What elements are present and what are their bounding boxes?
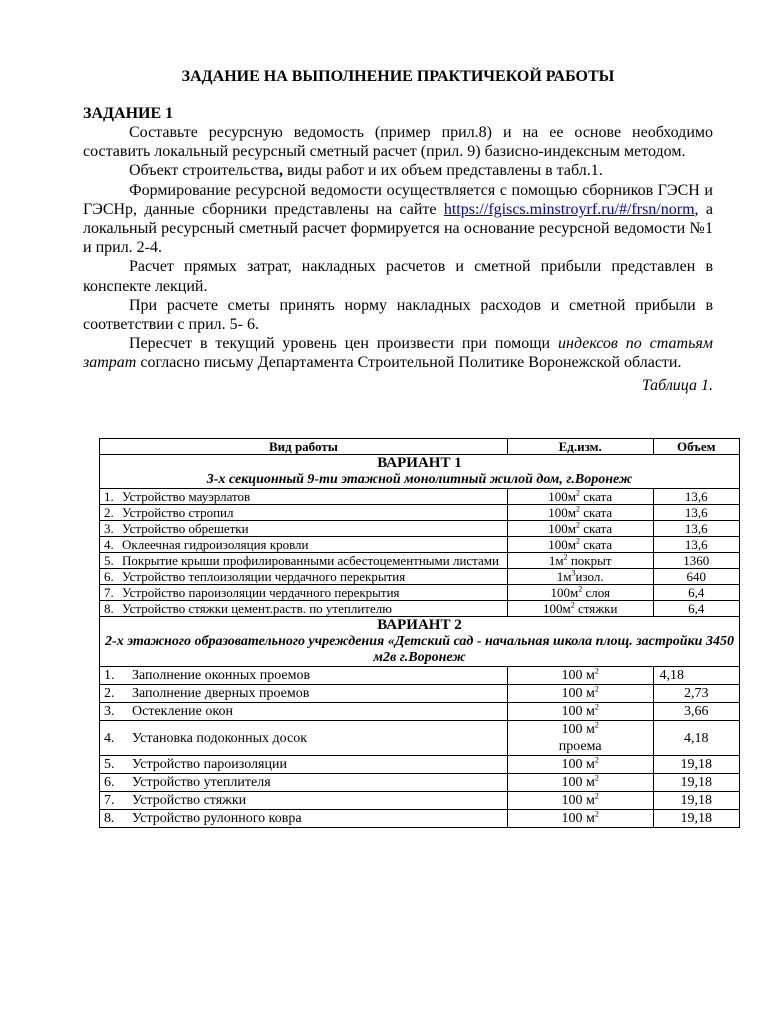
volume-cell: 1360 — [653, 553, 739, 569]
volume-cell: 19,18 — [653, 810, 739, 828]
unit-exponent: 2 — [594, 666, 599, 676]
work-name: Оклеечная гидроизоляция кровли — [122, 537, 309, 552]
unit-cell — [507, 685, 653, 703]
unit-base: 100 м — [561, 722, 595, 737]
document-title: ЗАДАНИЕ НА ВЫПОЛНЕНИЕ ПРАКТИЧЕКОЙ РАБОТЫ — [181, 68, 615, 85]
paragraph-6-italic: индексов по статьям затрат — [83, 335, 713, 372]
unit-suffix: покрыт — [567, 553, 612, 568]
row-number: 1. — [104, 489, 114, 504]
unit-base: 100 м — [561, 811, 595, 826]
paragraph-4: Расчет прямых затрат, накладных расчетов и сметной прибыли представлен в конспекте лекций. — [83, 258, 713, 295]
unit-suffix: проема — [558, 739, 602, 754]
unit-suffix: стяжки — [574, 601, 618, 616]
variant-2-heading — [100, 617, 740, 667]
table-row — [100, 810, 740, 828]
unit-exponent: 2 — [570, 600, 575, 610]
paragraph-6-text-b: согласно письму Департамента Строительной Политике Воронежской области. — [136, 354, 682, 372]
unit-exponent: 2 — [575, 488, 580, 498]
unit-base: 100 м — [561, 775, 595, 790]
header-volume: Объем — [653, 439, 739, 455]
unit-base: 100м — [548, 537, 576, 552]
work-name: Устройство пароизоляции чердачного перекрытия — [122, 585, 400, 600]
paragraph-2-bold-comma: , — [279, 162, 283, 180]
work-name: Устройство пароизоляции — [132, 757, 287, 772]
volume-cell: 2,73 — [653, 685, 739, 703]
unit-base: 100м — [542, 601, 571, 616]
work-name: Устройство мауэрлатов — [122, 489, 251, 504]
row-number: 8. — [104, 811, 115, 826]
volume-cell: 6,4 — [653, 585, 739, 601]
work-name: Установка подоконных досок — [132, 730, 308, 746]
unit-cell — [507, 553, 653, 569]
table-row — [100, 553, 740, 569]
work-name: Устройство обрешетки — [122, 521, 249, 536]
table-row — [100, 667, 740, 685]
work-name: Устройство теплоизоляции чердачного перекрытия — [122, 569, 406, 584]
variant-1-subtitle: 3-х секционный 9-ти этажной монолитный жилой дом, г.Воронеж — [206, 472, 633, 487]
row-number: 5. — [104, 553, 114, 568]
work-cell — [100, 810, 508, 828]
volume-cell: 13,6 — [653, 537, 739, 553]
work-name: Остекление окон — [132, 704, 233, 719]
unit-suffix: ската — [579, 521, 613, 536]
variant-2-subtitle: 2-х этажного образовательного учреждения «Детский сад - начальная школа площ. застройки 3450 м2в г.Воронеж — [105, 634, 734, 665]
work-name: Устройство рулонного ковра — [132, 811, 302, 826]
volume-cell: 13,6 — [653, 505, 739, 521]
header-work: Вид работы — [100, 439, 508, 455]
unit-exponent: 2 — [578, 584, 583, 594]
table-row — [100, 585, 740, 601]
unit-cell — [507, 505, 653, 521]
variant-2-title: ВАРИАНТ 2 — [377, 617, 462, 633]
unit-exponent: 2 — [563, 552, 568, 562]
row-number: 2. — [104, 686, 115, 701]
unit-base: 1м — [548, 553, 564, 568]
task-heading: ЗАДАНИЕ 1 — [83, 105, 174, 122]
unit-exponent: 2 — [594, 773, 599, 783]
unit-exponent: 2 — [594, 684, 599, 694]
row-number: 4. — [104, 730, 115, 746]
work-name: Покрытие крыши профилированными асбестоцементными листами — [122, 553, 499, 568]
unit-cell — [507, 585, 653, 601]
table-row — [100, 569, 740, 585]
work-name: Устройство стяжки цемент.раств. по утеплителю — [122, 601, 392, 616]
unit-cell — [507, 774, 653, 792]
unit-cell — [507, 756, 653, 774]
work-cell — [100, 569, 508, 585]
table-header-row — [100, 439, 740, 455]
table-caption: Таблица 1. — [641, 376, 713, 394]
work-name: Устройство стропил — [122, 505, 234, 520]
volume-cell: 640 — [653, 569, 739, 585]
unit-base: 100м — [548, 521, 576, 536]
unit-cell — [507, 810, 653, 828]
table-row — [100, 505, 740, 521]
table-row — [100, 521, 740, 537]
work-cell — [100, 667, 508, 685]
work-cell — [100, 489, 508, 505]
table-row — [100, 721, 740, 756]
frsn-norm-link[interactable]: https://fgiscs.minstroyrf.ru/#/frsn/norm — [443, 200, 695, 218]
volume-cell: 4,18 — [653, 721, 739, 756]
table-row — [100, 756, 740, 774]
unit-cell — [507, 521, 653, 537]
paragraph-3 — [83, 181, 713, 258]
unit-cell — [507, 537, 653, 553]
unit-cell — [507, 792, 653, 810]
header-unit: Ед.изм. — [507, 439, 653, 455]
table-row — [100, 792, 740, 810]
variant-1-heading-row — [100, 455, 740, 489]
row-number: 3. — [104, 704, 115, 719]
row-number: 2. — [104, 505, 114, 520]
unit-base: 100 м — [561, 757, 595, 772]
row-number: 7. — [104, 793, 115, 808]
work-name: Заполнение оконных проемов — [132, 668, 311, 683]
volume-cell: 13,6 — [653, 521, 739, 537]
unit-base: 100м — [548, 489, 576, 504]
volume-cell: 6,4 — [653, 601, 739, 617]
paragraph-1: Составьте ресурсную ведомость (пример прил.8) и на ее основе необходимо составить локальный ресурсный сметный расчет (прил. 9) базисно-индексным методом. — [83, 124, 713, 161]
unit-cell — [507, 667, 653, 685]
table-row — [100, 489, 740, 505]
unit-suffix: ската — [579, 505, 613, 520]
unit-base: 100 м — [561, 704, 595, 719]
unit-exponent: 2 — [594, 702, 599, 712]
unit-base: 100м — [550, 585, 579, 600]
work-cell — [100, 537, 508, 553]
work-cell — [100, 792, 508, 810]
unit-base: 100 м — [561, 686, 595, 701]
row-number: 6. — [104, 775, 115, 790]
work-name: Устройство утеплителя — [132, 775, 271, 790]
paragraph-3-text-a: Формирование ресурсной ведомости осуществляется с помощью сборников ГЭСН и ГЭСНр, данные сборники представлены на сайте — [83, 181, 713, 218]
unit-suffix: ската — [579, 489, 613, 504]
unit-cell — [507, 489, 653, 505]
paragraph-6-text-a: Пересчет в текущий уровень цен произвести при помощи — [129, 335, 559, 353]
volume-cell: 19,18 — [653, 792, 739, 810]
paragraph-3-text-b: , а локальный ресурсный сметный расчет формируется на основание ресурсной ведомости №1 и прил. 2-4. — [83, 200, 713, 257]
row-number: 7. — [104, 585, 114, 600]
table-row — [100, 703, 740, 721]
volume-cell: 19,18 — [653, 774, 739, 792]
row-number: 5. — [104, 757, 115, 772]
work-cell — [100, 505, 508, 521]
row-number: 3. — [104, 521, 114, 536]
work-cell — [100, 553, 508, 569]
paragraph-6 — [83, 334, 713, 372]
row-number: 6. — [104, 569, 114, 584]
table-row — [100, 774, 740, 792]
paragraph-2-text-a: Объект строительства — [129, 162, 279, 180]
paragraph-2-text-b: виды работ и их объем представлены в табл.1. — [283, 162, 603, 180]
work-cell — [100, 601, 508, 617]
variant-2-body — [100, 617, 740, 828]
unit-base: 100м — [548, 505, 576, 520]
paragraph-5: При расчете сметы принять норму накладных расходов и сметной прибыли в соответствии с прил. 5- 6. — [83, 296, 713, 334]
work-cell — [100, 521, 508, 537]
row-number: 1. — [104, 668, 115, 683]
row-number: 4. — [104, 537, 114, 552]
unit-exponent: 2 — [594, 720, 599, 730]
volume-cell: 13,6 — [653, 489, 739, 505]
work-cell — [100, 756, 508, 774]
unit-exponent: 2 — [594, 809, 599, 819]
unit-base: 100 м — [561, 793, 595, 808]
table-row — [100, 685, 740, 703]
work-cell — [100, 685, 508, 703]
variant-2-heading-row — [100, 617, 740, 667]
unit-cell — [507, 703, 653, 721]
unit-exponent: 2 — [575, 504, 580, 514]
unit-base: 100 м — [561, 668, 595, 683]
work-cell — [100, 721, 508, 756]
unit-exponent: 2 — [575, 536, 580, 546]
unit-exponent: 2 — [594, 755, 599, 765]
variant-1-heading — [100, 455, 740, 489]
variant-1-title: ВАРИАНТ 1 — [377, 455, 462, 471]
unit-cell — [507, 601, 653, 617]
work-name: Заполнение дверных проемов — [132, 686, 310, 701]
volume-cell: 4,18 — [653, 667, 739, 685]
unit-suffix: изол. — [575, 569, 604, 584]
variant-1-body — [100, 455, 740, 617]
unit-suffix: ската — [579, 537, 613, 552]
volume-cell: 19,18 — [653, 756, 739, 774]
unit-exponent: 2 — [575, 520, 580, 530]
table-row — [100, 601, 740, 617]
table-row — [100, 537, 740, 553]
unit-suffix: слоя — [582, 585, 610, 600]
unit-exponent: 2 — [594, 791, 599, 801]
row-number: 8. — [104, 601, 114, 616]
paragraph-2 — [83, 161, 713, 180]
unit-cell — [507, 721, 653, 756]
works-table — [99, 438, 740, 828]
document-body — [83, 68, 713, 394]
work-cell — [100, 703, 508, 721]
unit-exponent: 3 — [571, 568, 576, 578]
work-name: Устройство стяжки — [132, 793, 247, 808]
work-cell — [100, 585, 508, 601]
volume-cell: 3,66 — [653, 703, 739, 721]
work-cell — [100, 774, 508, 792]
unit-cell — [507, 569, 653, 585]
unit-base: 1м — [556, 569, 572, 584]
